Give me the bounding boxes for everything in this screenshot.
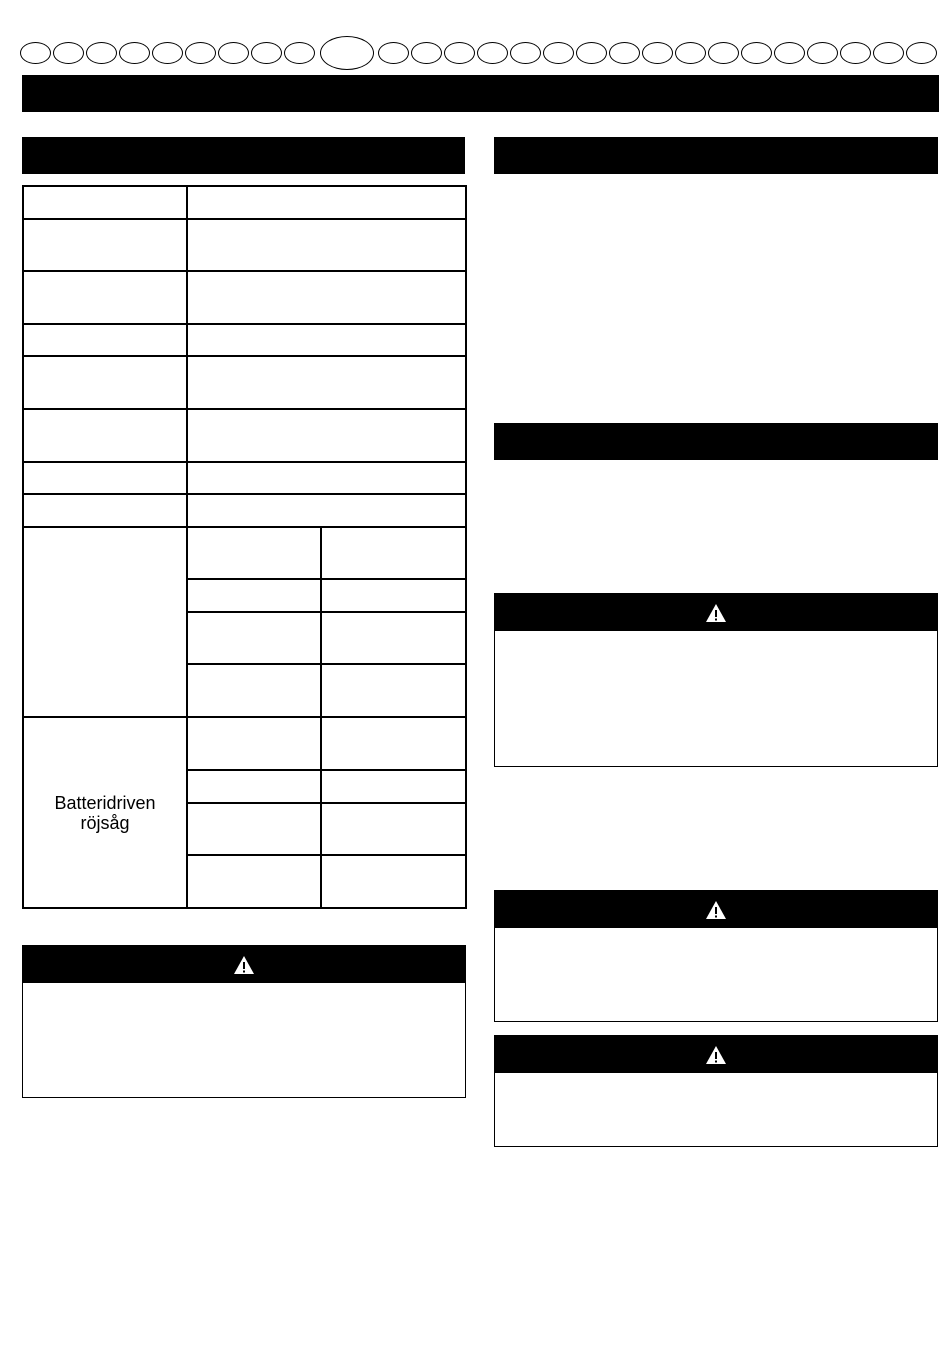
table-row <box>23 494 466 527</box>
section-header-technical-data <box>22 137 465 174</box>
language-tab[interactable] <box>86 42 117 64</box>
spec-value-cell <box>187 324 466 356</box>
warning-header <box>495 594 937 631</box>
spec-sub-label-cell <box>187 770 321 803</box>
warning-header <box>495 1036 937 1073</box>
spec-sub-label-cell <box>187 855 321 908</box>
spec-sub-label-cell <box>187 527 321 579</box>
warning-triangle-icon <box>705 900 727 920</box>
warning-header <box>495 891 937 928</box>
spec-label-cell <box>23 356 187 409</box>
spec-sub-label-cell <box>187 612 321 664</box>
spec-label-cell <box>23 219 187 271</box>
spec-value-cell <box>321 527 466 579</box>
product-name: Batteridriven röjsåg <box>54 792 156 833</box>
language-tab[interactable] <box>444 42 475 64</box>
language-tab[interactable] <box>510 42 541 64</box>
spec-sub-label-cell <box>187 803 321 855</box>
language-tab[interactable] <box>840 42 871 64</box>
table-row <box>23 271 466 324</box>
language-tab[interactable] <box>152 42 183 64</box>
table-row <box>23 527 466 579</box>
spec-group-label-cell <box>23 527 187 717</box>
spec-value-cell <box>321 612 466 664</box>
spec-sub-label-cell <box>187 579 321 612</box>
warning-triangle-icon <box>705 603 727 623</box>
language-tab[interactable] <box>477 42 508 64</box>
spec-value-cell <box>187 409 466 462</box>
spec-sub-label-cell <box>187 717 321 770</box>
warning-box <box>22 945 466 1098</box>
spec-value-cell <box>187 494 466 527</box>
spec-value-cell <box>321 855 466 908</box>
table-row <box>23 186 466 219</box>
language-tab[interactable] <box>218 42 249 64</box>
table-row <box>23 356 466 409</box>
language-tab[interactable] <box>708 42 739 64</box>
spec-value-cell <box>321 717 466 770</box>
warning-box <box>494 890 938 1022</box>
spec-label-cell <box>23 462 187 494</box>
language-tab[interactable] <box>741 42 772 64</box>
spec-sub-label-cell <box>187 664 321 717</box>
language-tabs <box>20 36 940 72</box>
page-header-bar <box>22 75 939 112</box>
language-tab[interactable] <box>642 42 673 64</box>
spec-label-cell <box>23 409 187 462</box>
spec-label-cell <box>23 271 187 324</box>
spec-label-cell <box>23 324 187 356</box>
spec-label-cell <box>23 494 187 527</box>
language-tab[interactable] <box>53 42 84 64</box>
table-row <box>23 409 466 462</box>
spec-label-cell <box>23 186 187 219</box>
language-tab-active[interactable] <box>320 36 374 70</box>
table-row <box>23 462 466 494</box>
table-row <box>23 717 466 770</box>
language-tab[interactable] <box>185 42 216 64</box>
spec-value-cell <box>187 462 466 494</box>
warning-triangle-icon <box>705 1045 727 1065</box>
language-tab[interactable] <box>609 42 640 64</box>
language-tab[interactable] <box>20 42 51 64</box>
spec-value-cell <box>321 664 466 717</box>
language-tab[interactable] <box>576 42 607 64</box>
language-tab[interactable] <box>807 42 838 64</box>
spec-value-cell <box>187 186 466 219</box>
language-tab[interactable] <box>675 42 706 64</box>
spec-value-cell <box>187 356 466 409</box>
product-name-cell <box>23 717 187 908</box>
section-header-right-2 <box>494 423 938 460</box>
warning-box <box>494 1035 938 1147</box>
language-tab[interactable] <box>774 42 805 64</box>
warning-triangle-icon <box>233 955 255 975</box>
warning-header <box>23 946 465 983</box>
spec-value-cell <box>187 219 466 271</box>
language-tab[interactable] <box>378 42 409 64</box>
language-tab[interactable] <box>873 42 904 64</box>
table-row <box>23 324 466 356</box>
spec-table <box>22 185 467 909</box>
table-row <box>23 219 466 271</box>
spec-value-cell <box>187 271 466 324</box>
spec-value-cell <box>321 770 466 803</box>
spec-value-cell <box>321 579 466 612</box>
language-tab[interactable] <box>284 42 315 64</box>
language-tab[interactable] <box>119 42 150 64</box>
section-header-right-1 <box>494 137 938 174</box>
language-tab[interactable] <box>543 42 574 64</box>
language-tab[interactable] <box>411 42 442 64</box>
language-tab[interactable] <box>251 42 282 64</box>
language-tab[interactable] <box>906 42 937 64</box>
warning-box <box>494 593 938 767</box>
spec-value-cell <box>321 803 466 855</box>
